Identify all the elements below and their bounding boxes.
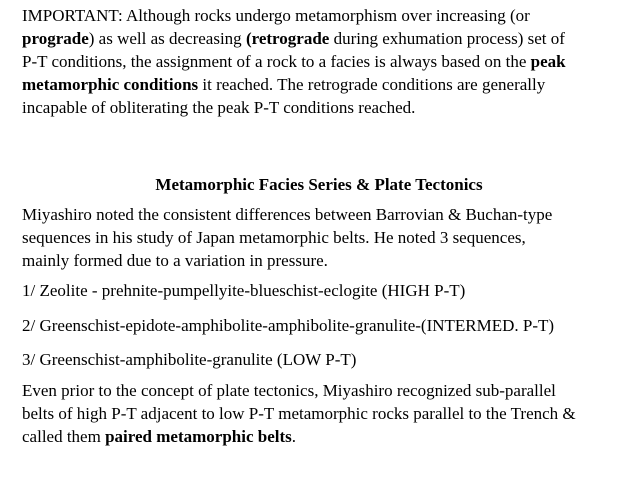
important-text-2b: during exhumation process) set of [329,29,565,48]
important-text-4: it reached. The retrograde conditions are generally [198,75,546,94]
important-line-3 [22,50,622,73]
prior-line-3 [22,425,622,448]
paired-metamorphic-belts-term: paired metamorphic belts [105,427,292,446]
important-paragraph [22,4,622,119]
important-line-2 [22,27,622,50]
important-text-5: incapable of obliterating the peak P-T conditions reached. [22,98,416,117]
retrograde-term: (retrograde [245,29,330,48]
paired-belts-paragraph [22,379,622,448]
prior-text-3a: called them [22,427,106,446]
peak-term: peak [530,52,566,71]
section-heading: Metamorphic Facies Series & Plate Tectonics [155,175,483,194]
sequence-item-1 [22,279,622,302]
miyashiro-line-2: sequences in his study of Japan metamorphic belts. He noted 3 sequences, [22,228,526,247]
miyashiro-paragraph [22,203,622,272]
sequence-item-2 [22,314,622,337]
important-text-3a: P-T conditions, the assignment of a rock to a facies is always based on the [22,52,531,71]
important-line-1 [22,4,622,27]
sequence-text-1: 1/ Zeolite - prehnite-pumpellyite-blueschist-eclogite (HIGH P-T) [22,281,466,300]
prograde-term: prograde [22,29,89,48]
important-text-2a: ) as well as decreasing [88,29,246,48]
important-text-1: IMPORTANT: Although rocks undergo metamorphism over increasing (or [22,6,530,25]
prior-line-2: belts of high P-T adjacent to low P-T metamorphic rocks parallel to the Trench & [22,404,576,423]
miyashiro-line-3: mainly formed due to a variation in pressure. [22,251,328,270]
prior-line-1: Even prior to the concept of plate tectonics, Miyashiro recognized sub-parallel [22,381,556,400]
sequence-text-3: 3/ Greenschist-amphibolite-granulite (LOW P-T) [22,350,357,369]
prior-text-3b: . [291,427,296,446]
sequence-item-3 [22,348,622,371]
sequence-text-2: 2/ Greenschist-epidote-amphibolite-amphibolite-granulite-(INTERMED. P-T) [22,316,555,335]
important-line-5 [22,96,622,119]
miyashiro-line-1: Miyashiro noted the consistent differences between Barrovian & Buchan-type [22,205,553,224]
important-line-4 [22,73,622,96]
metamorphic-conditions-term: metamorphic conditions [22,75,199,94]
